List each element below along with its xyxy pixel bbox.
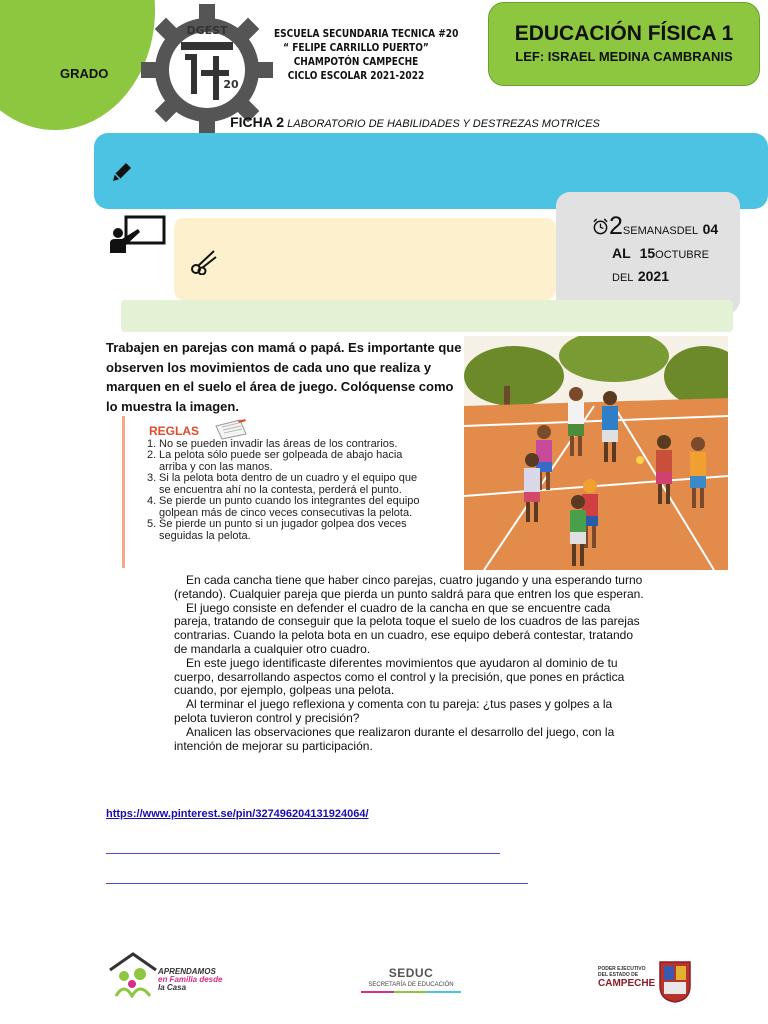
rule-item	[147, 473, 420, 496]
aprendamos-line: APRENDAMOS	[158, 967, 216, 976]
intro-text: Trabajen en parejas con mamá o papá. Es importante que observen los movimientos de cada uno que realiza y marquen en el suelo el área de juego. Colóquense como lo muestra la imagen.	[106, 340, 462, 414]
subject-title: EDUCACIÓN FÍSICA 1	[514, 22, 734, 45]
answer-line	[106, 853, 500, 854]
school-info	[274, 27, 459, 83]
answer-line	[106, 883, 528, 884]
family-house-icon	[108, 952, 158, 998]
date-month: OCTUBRE	[655, 249, 709, 261]
date-al: AL	[612, 245, 631, 261]
campeche-logo	[598, 966, 658, 989]
school-line: “ FELIPE CARRILLO PUERTO”	[283, 41, 429, 54]
seduc-title: SEDUC	[388, 966, 434, 980]
aprendamos-logo	[108, 952, 238, 1000]
body-paragraph: En cada cancha tiene que haber cinco parejas, cuatro jugando y una esperando turno (retando). Cualquier pareja que pierda un punto saldrá para que entren los que esperan.	[174, 573, 644, 601]
aprendamos-line: la Casa	[158, 983, 187, 992]
campeche-word: CAMPECHE	[598, 978, 656, 989]
pencil-icon	[110, 160, 134, 184]
rule-text: No se pueden invadir las áreas de los contrarios.	[159, 437, 398, 450]
aprendamos-line: en Familia desde	[158, 975, 223, 984]
grado-label: GRADO	[60, 66, 109, 81]
date-start-day: 04	[702, 221, 719, 237]
date-weeks-number: 2	[609, 212, 623, 240]
activity-box	[174, 218, 556, 300]
rule-number: 1.	[147, 437, 157, 450]
campeche-shield-icon	[658, 960, 692, 1004]
scissors-icon	[190, 247, 218, 275]
seduc-subtitle: SECRETARÍA DE EDUCACIÓN	[368, 982, 454, 988]
reference-link[interactable]: https://www.pinterest.se/pin/327496204131924064/	[106, 808, 369, 820]
body-paragraph: En este juego identificaste diferentes movimientos que ayudaron al dominio de tu cuerpo, desarrollando aspectos como el control y la precisión, que pones en práctica cuando, por ejemplo, golpeas una pelota.	[174, 655, 625, 698]
rule-item	[147, 519, 420, 542]
date-weeks-label: SEMANASDEL	[622, 225, 699, 237]
notepad-icon	[214, 418, 248, 440]
seduc-logo	[346, 966, 476, 993]
teacher-board-icon	[108, 215, 166, 255]
rule-text: Se pierde un punto cuando los integrantes del equipo golpean más de cinco veces consecutivas la pelota.	[159, 495, 420, 519]
seduc-color-bar	[361, 991, 461, 993]
rule-item	[147, 450, 420, 473]
rule-number: 5.	[147, 518, 157, 530]
rule-number: 2.	[147, 449, 157, 461]
ficha-label: FICHA 2	[230, 114, 285, 130]
green-bar	[121, 300, 733, 332]
rule-text: La pelota sólo puede ser golpeada de abajo hacia arriba y con las manos.	[159, 449, 403, 473]
rule-number: 4.	[147, 495, 157, 507]
school-line: CHAMPOTÓN CAMPECHE	[293, 55, 419, 68]
date-del: DEL	[612, 272, 634, 284]
date-year: 2021	[637, 268, 670, 284]
body-paragraph: Analicen las observaciones que realizaron durante el desarrollo del juego, con la intención de mejorar su participación.	[174, 724, 615, 753]
date-line-2	[612, 245, 709, 263]
alarm-clock-icon	[592, 218, 609, 235]
school-line: ESCUELA SECUNDARIA TECNICA #20	[274, 27, 459, 40]
children-playing-illustration	[464, 336, 728, 570]
poder-line: DEL ESTADO DE	[598, 972, 639, 978]
rule-number: 3.	[147, 472, 157, 484]
grado-circle	[0, 0, 155, 130]
rule-text: Se pierde un punto si un jugador golpea dos veces seguidas la pelota.	[159, 518, 407, 542]
date-line-3	[612, 268, 669, 286]
gear-logo-text: DGEST	[186, 24, 228, 37]
date-line-1	[592, 212, 718, 241]
teacher-name: LEF: ISRAEL MEDINA CAMBRANIS	[515, 49, 733, 64]
school-line: CICLO ESCOLAR 2021-2022	[287, 69, 425, 82]
activity-description	[174, 574, 644, 753]
rules-title: REGLAS	[149, 424, 200, 438]
date-end-day: 15	[639, 245, 656, 261]
body-paragraph: Al terminar el juego reflexiona y comenta con tu pareja: ¿tus pases y golpes a la pelota tuvieron control y precisión?	[174, 697, 613, 725]
ficha-heading	[0, 114, 768, 130]
gear-logo-number: 20	[223, 78, 239, 91]
ficha-subtitle: LABORATORIO DE HABILIDADES Y DESTREZAS MOTRICES	[287, 118, 600, 130]
rules-list	[147, 439, 420, 543]
aprendamos-text	[158, 968, 222, 992]
subject-box	[488, 2, 760, 86]
rules-panel	[122, 416, 420, 568]
body-paragraph: El juego consiste en defender el cuadro de la cancha en que se encuentre cada pareja, tratando de conseguir que la pelota toque el suelo de los cuadros de las parejas contrarias. Cuando la pelota bota en un cuadro, ese equipo deberá contestar, tratando de mandarla a cualquier otro cuadro.	[174, 600, 640, 656]
poder-line: PODER EJECUTIVO	[598, 966, 646, 972]
rule-text: Si la pelota bota dentro de un cuadro y el equipo que se encuentra ahí no la contesta, perderá el punto.	[159, 472, 418, 496]
rule-item	[147, 496, 420, 519]
